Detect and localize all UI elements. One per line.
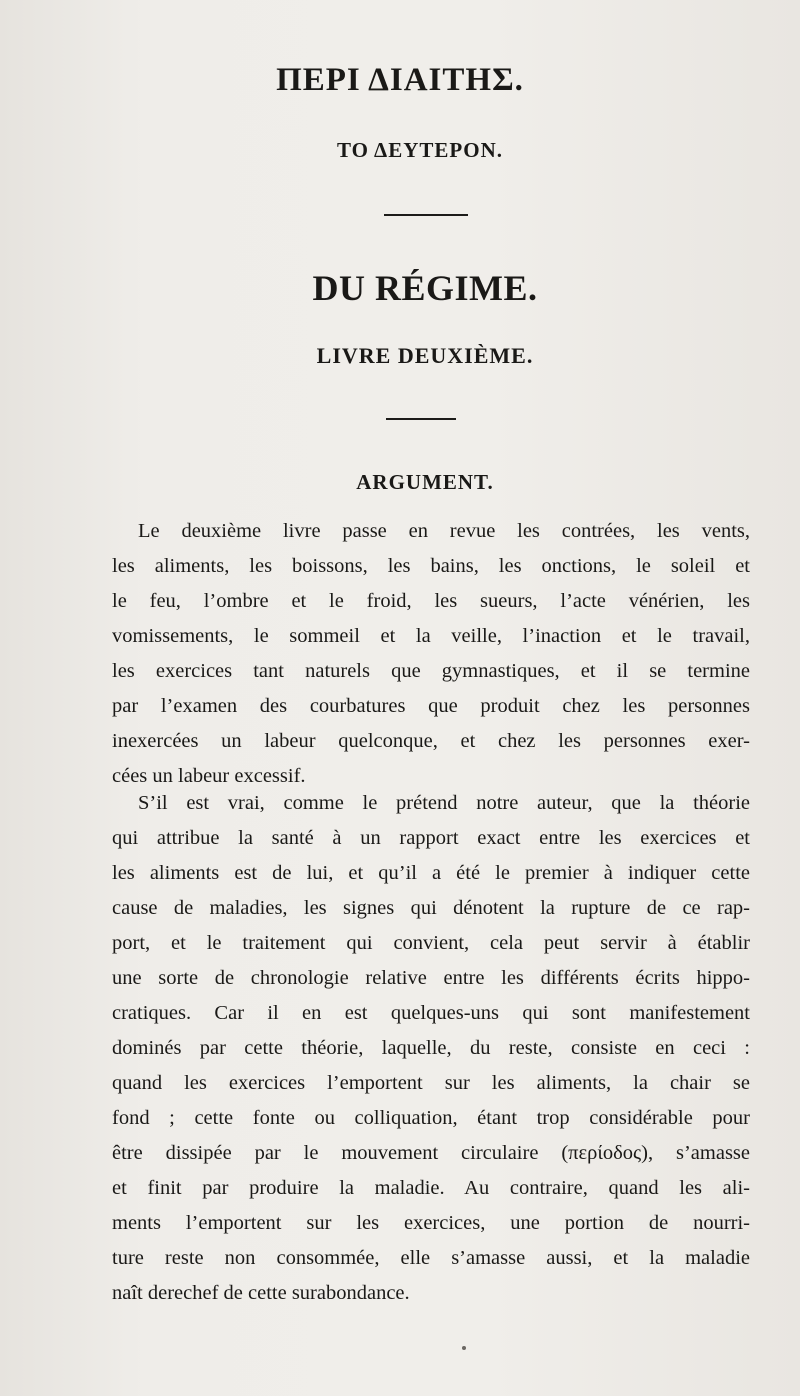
text-line: Le deuxième livre passe en revue les contrées, les vents, (138, 520, 750, 542)
text-line: qui attribue la santé à un rapport exact entre les exercices et (112, 827, 750, 849)
text-line: le feu, l’ombre et le froid, les sueurs, l’acte vénérien, les (112, 590, 750, 612)
paragraph-1 (112, 514, 750, 794)
text-line: ments l’emportent sur les exercices, une portion de nourri- (112, 1212, 750, 1234)
section-heading: ARGUMENT. (356, 470, 494, 494)
text-line: les aliments, les boissons, les bains, les onctions, le soleil et (112, 555, 750, 577)
divider-rule (384, 214, 468, 216)
text-line: les exercices tant naturels que gymnastiques, et il se termine (112, 660, 750, 682)
text-line: port, et le traitement qui convient, cela peut servir à établir (112, 932, 750, 954)
text-line: naît derechef de cette surabondance. (112, 1282, 410, 1304)
text-line: les aliments est de lui, et qu’il a été le premier à indiquer cette (112, 862, 750, 884)
text-line: fond ; cette fonte ou colliquation, étant trop considérable pour (112, 1107, 750, 1129)
text-line: S’il est vrai, comme le prétend notre auteur, que la théorie (138, 792, 750, 814)
text-line: cées un labeur excessif. (112, 765, 306, 787)
paragraph-2 (112, 786, 750, 1311)
text-line: quand les exercices l’emportent sur les aliments, la chair se (112, 1072, 750, 1094)
text-line: une sorte de chronologie relative entre les différents écrits hippo- (112, 967, 750, 989)
divider-rule (386, 418, 456, 420)
text-line: par l’examen des courbatures que produit chez les personnes (112, 695, 750, 717)
french-title: DU RÉGIME. (312, 268, 538, 308)
ink-speck (462, 1346, 466, 1350)
text-line: et finit par produire la maladie. Au contraire, quand les ali- (112, 1177, 750, 1199)
text-line: vomissements, le sommeil et la veille, l’inaction et le travail, (112, 625, 750, 647)
text-line: ture reste non consommée, elle s’amasse aussi, et la maladie (112, 1247, 750, 1269)
text-line: cratiques. Car il en est quelques-uns qui sont manifestement (112, 1002, 750, 1024)
text-line: dominés par cette théorie, laquelle, du reste, consiste en ceci : (112, 1037, 750, 1059)
text-line: cause de maladies, les signes qui dénotent la rupture de ce rap- (112, 897, 750, 919)
greek-title: ΠΕΡΙ ΔΙΑΙΤΗΣ. (276, 62, 524, 98)
text-line: être dissipée par le mouvement circulaire (περίοδος), s’amasse (112, 1142, 750, 1164)
book-number: LIVRE DEUXIÈME. (316, 343, 534, 368)
greek-subtitle: ΤΟ ΔΕΥΤΕΡΟΝ. (337, 138, 503, 162)
text-line: inexercées un labeur quelconque, et chez les personnes exer- (112, 730, 750, 752)
